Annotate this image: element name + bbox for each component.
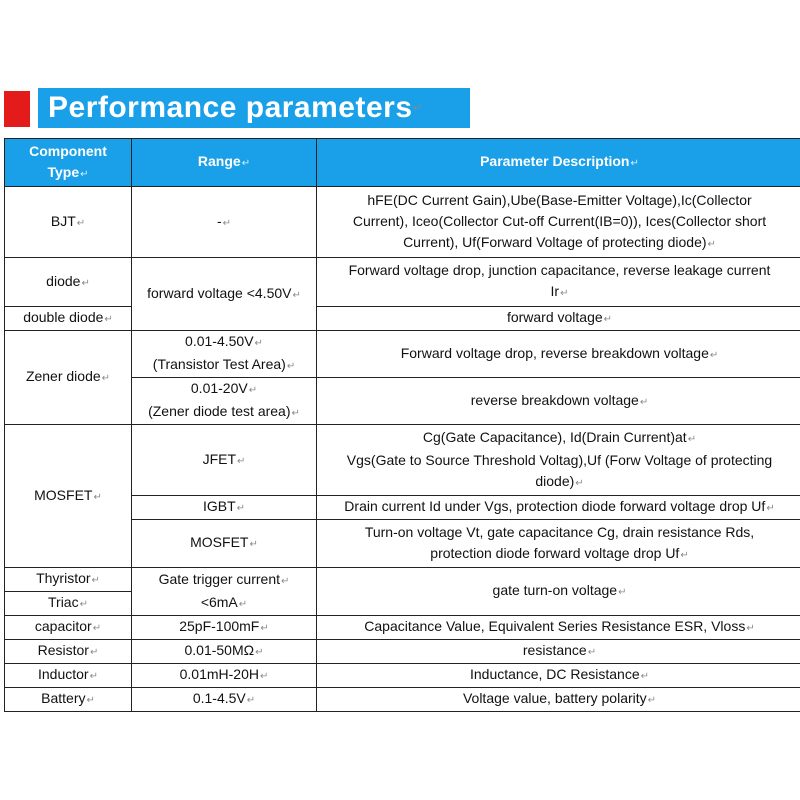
cell-component: Inductor↵ <box>5 664 132 688</box>
cell-description: Turn-on voltage Vt, gate capacitance Cg, drain resistance Rds, protection diode forward voltage drop Uf↵ <box>317 520 800 568</box>
cell-description: Capacitance Value, Equivalent Series Resistance ESR, Vloss↵ <box>317 616 800 640</box>
table-header-row <box>5 139 800 187</box>
cell-description: hFE(DC Current Gain),Ube(Base-Emitter Voltage),Ic(Collector Current), Iceo(Collector Cut-off Current(IB=0)), Ices(Collector short Current), Uf(Forward Voltage of protecting diode)↵ <box>317 187 800 258</box>
cell-component: diode↵ <box>5 258 132 307</box>
cell-description: Cg(Gate Capacitance), Id(Drain Current)at↵ Vgs(Gate to Source Threshold Voltag),Uf (Forw Voltage of protecting diode)↵ <box>317 425 800 496</box>
cell-description: reverse breakdown voltage↵ <box>317 378 800 425</box>
cell-range: IGBT↵ <box>132 496 317 520</box>
table-row-diode <box>5 258 800 307</box>
cell-component: MOSFET↵ <box>5 425 132 568</box>
cell-description: Forward voltage drop, reverse breakdown voltage↵ <box>317 331 800 378</box>
table-row-zener-1 <box>5 331 800 378</box>
cell-range: JFET↵ <box>132 425 317 496</box>
cell-range: 25pF-100mF↵ <box>132 616 317 640</box>
cell-component: Thyristor↵ <box>5 568 132 592</box>
cell-component: capacitor↵ <box>5 616 132 640</box>
cell-component: BJT↵ <box>5 187 132 258</box>
table-row-battery <box>5 688 800 712</box>
cell-component: Zener diode↵ <box>5 331 132 425</box>
cell-range: 0.01mH-20H↵ <box>132 664 317 688</box>
table-row-double-diode <box>5 307 800 331</box>
cell-range: 0.01-20V↵ (Zener diode test area)↵ <box>132 378 317 425</box>
cell-component: double diode↵ <box>5 307 132 331</box>
cell-range: MOSFET↵ <box>132 520 317 568</box>
cell-range-shared: forward voltage <4.50V↵ <box>132 258 317 331</box>
table-row-thyristor <box>5 568 800 592</box>
cell-description: Voltage value, battery polarity↵ <box>317 688 800 712</box>
cell-range: 0.01-50MΩ↵ <box>132 640 317 664</box>
table-row-capacitor <box>5 616 800 640</box>
table-row-bjt <box>5 187 800 258</box>
title-banner <box>38 88 470 128</box>
cell-range: -↵ <box>132 187 317 258</box>
table-row-jfet <box>5 425 800 496</box>
cell-range-shared: Gate trigger current↵ <6mA↵ <box>132 568 317 616</box>
cell-description: Drain current Id under Vgs, protection diode forward voltage drop Uf↵ <box>317 496 800 520</box>
cell-description: forward voltage↵ <box>317 307 800 331</box>
header-component-type: Component Type↵ <box>5 139 132 187</box>
return-mark: ↵ <box>413 102 422 114</box>
cell-component: Triac↵ <box>5 592 132 616</box>
cell-component: Battery↵ <box>5 688 132 712</box>
header-parameter-description: Parameter Description↵ <box>317 139 800 187</box>
table-row-resistor <box>5 640 800 664</box>
table-row-inductor <box>5 664 800 688</box>
title-accent-block <box>4 91 30 127</box>
header-range: Range↵ <box>132 139 317 187</box>
cell-description: Forward voltage drop, junction capacitance, reverse leakage current Ir↵ <box>317 258 800 307</box>
cell-description: gate turn-on voltage↵ <box>317 568 800 616</box>
cell-description: Inductance, DC Resistance↵ <box>317 664 800 688</box>
page-title: Performance parameters <box>48 91 413 124</box>
cell-range: 0.1-4.5V↵ <box>132 688 317 712</box>
parameters-table <box>4 138 800 712</box>
cell-range: 0.01-4.50V↵ (Transistor Test Area)↵ <box>132 331 317 378</box>
cell-component: Resistor↵ <box>5 640 132 664</box>
cell-description: resistance↵ <box>317 640 800 664</box>
